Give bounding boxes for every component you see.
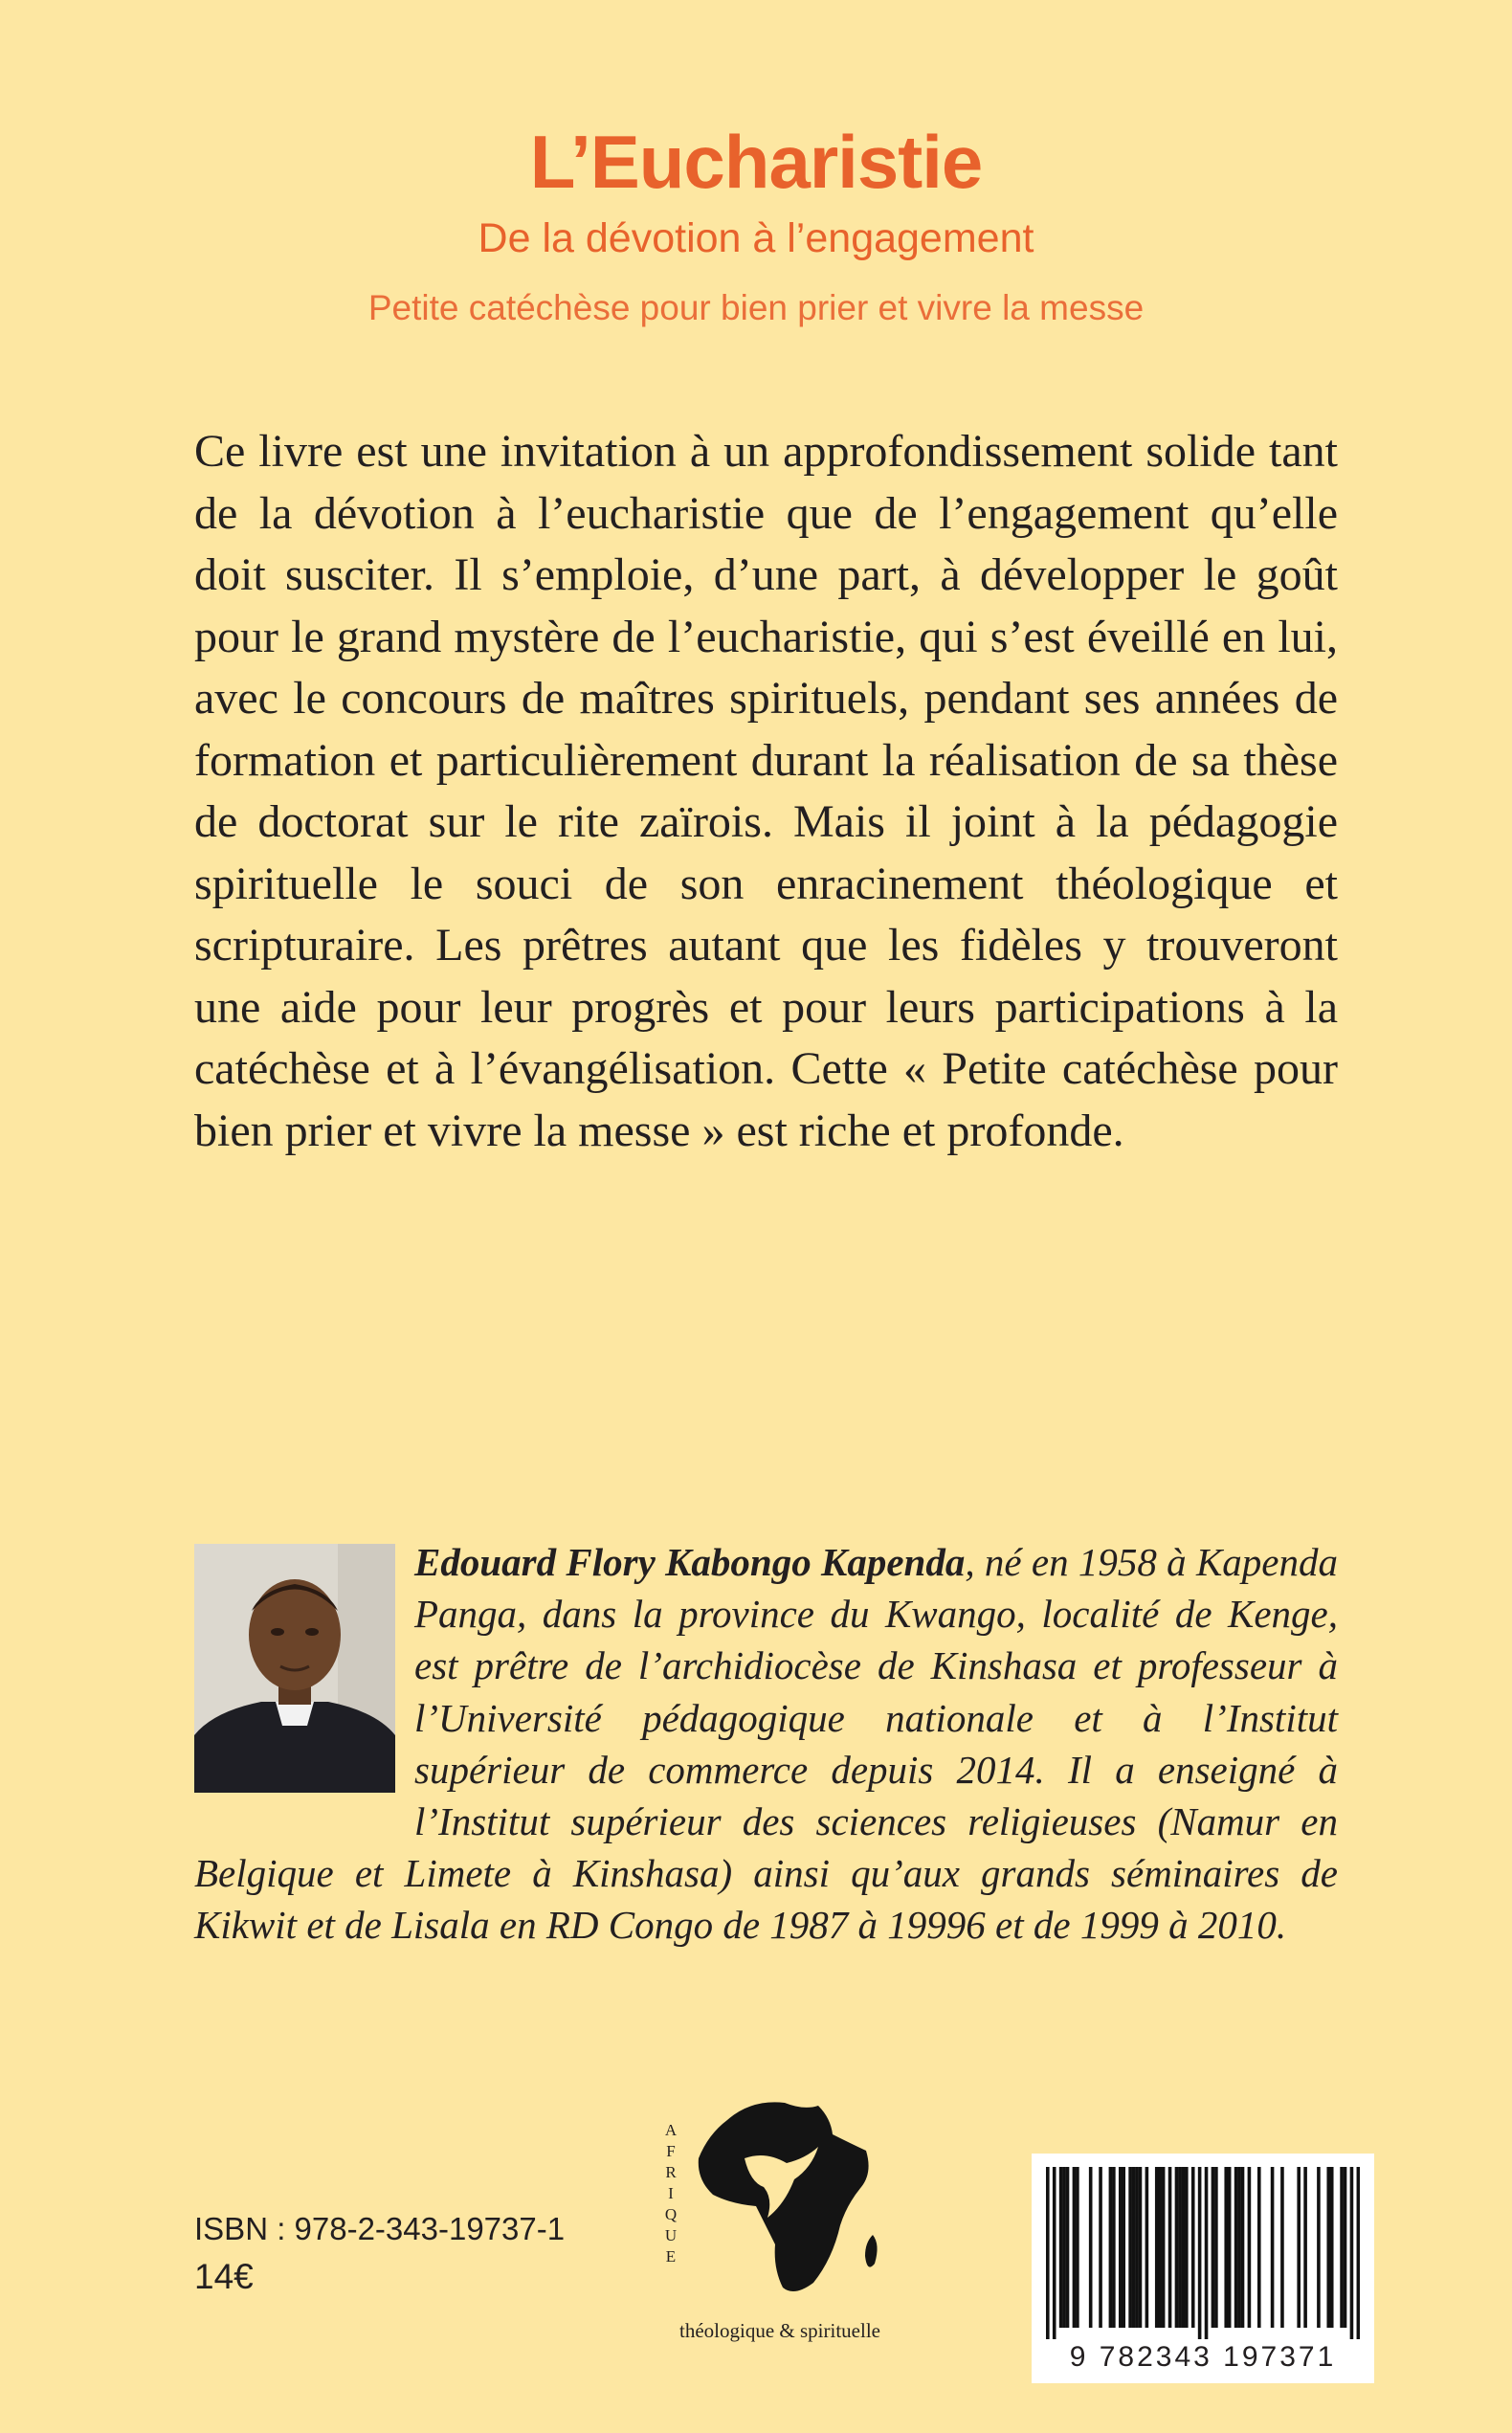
barcode-bar	[1182, 2167, 1186, 2328]
book-tagline: Petite catéchèse pour bien prier et vivre la messe	[367, 288, 1145, 327]
barcode-bar	[1340, 2167, 1344, 2328]
price: 14€	[194, 2257, 254, 2296]
barcode-bar	[1109, 2167, 1113, 2328]
barcode-bar	[1297, 2167, 1301, 2328]
africa-dove-icon	[660, 2091, 900, 2321]
barcode-bar	[1205, 2167, 1209, 2339]
barcode-bar	[1191, 2167, 1195, 2328]
series-letters: A F R I Q U E	[664, 2121, 678, 2266]
barcode-bar	[1248, 2167, 1252, 2328]
barcode-bar	[1175, 2167, 1179, 2328]
title-block	[0, 120, 1512, 327]
barcode-bar	[1099, 2167, 1102, 2328]
barcode-bar	[1145, 2167, 1149, 2328]
barcode-bar	[1158, 2167, 1162, 2328]
barcode-bar	[1228, 2167, 1232, 2328]
barcode-bar	[1119, 2167, 1123, 2328]
barcode-bar	[1059, 2167, 1063, 2328]
barcode-bar	[1139, 2167, 1143, 2328]
barcode-bar	[1237, 2167, 1241, 2328]
barcode-bar	[1224, 2167, 1228, 2328]
barcode-digits: 9 782343 197371	[1069, 2341, 1337, 2373]
barcode-bar	[1062, 2167, 1066, 2328]
barcode-bar	[1155, 2167, 1159, 2328]
barcode-bar	[1280, 2167, 1284, 2328]
barcode-bar	[1128, 2167, 1132, 2328]
barcode-bar	[1046, 2167, 1050, 2339]
barcode-bar	[1344, 2167, 1347, 2328]
barcode-bar	[1076, 2167, 1079, 2328]
isbn: ISBN : 978-2-343-19737-1	[194, 2211, 566, 2246]
author-bio	[194, 1536, 1338, 1952]
publisher-logo	[660, 2091, 900, 2350]
barcode-bar	[1214, 2167, 1218, 2328]
barcode	[1032, 2154, 1374, 2383]
barcode-bar	[1326, 2167, 1330, 2328]
barcode-bar	[1271, 2167, 1275, 2328]
barcode-bar	[1330, 2167, 1334, 2328]
barcode-bar	[1073, 2167, 1077, 2328]
barcode-bar	[1122, 2167, 1125, 2328]
book-subtitle: De la dévotion à l’engagement	[478, 215, 1034, 261]
barcode-bar	[1241, 2167, 1245, 2328]
barcode-bar	[1178, 2167, 1182, 2328]
barcode-bar	[1066, 2167, 1070, 2328]
barcode-bar	[1317, 2167, 1321, 2328]
barcode-bar	[1132, 2167, 1136, 2328]
barcode-bar	[1350, 2167, 1354, 2339]
book-title: L’Eucharistie	[529, 120, 983, 204]
barcode-bar	[1168, 2167, 1172, 2328]
barcode-bar	[1212, 2167, 1215, 2328]
author-name: Edouard Flory Kabongo Kapenda	[414, 1540, 966, 1584]
barcode-bar	[1234, 2167, 1238, 2328]
barcode-bar	[1257, 2167, 1261, 2328]
barcode-bar	[1135, 2167, 1139, 2328]
barcode-bars	[1046, 2167, 1360, 2339]
barcode-bar	[1112, 2167, 1116, 2328]
author-bio-text: , né en 1958 à Kapenda Panga, dans la province du Kwango, localité de Kenge, est prêtre de l’archidiocèse de Kinshasa et professeur à l’Université pédagogique nationale et à l’Institut supérieur de commerce depuis 2014. Il a enseigné à l’Institut supérieur des sciences religieuses (Namur en Belgique et Limete à Kinshasa) ainsi qu’aux grands séminaires de Kikwit et de Lisala en RD Congo de 1987 à 19996 et de 1999 à 2010.	[194, 1540, 1338, 1948]
barcode-bar	[1198, 2167, 1202, 2339]
barcode-bar	[1053, 2167, 1056, 2339]
barcode-bar	[1162, 2167, 1166, 2328]
book-blurb: Ce livre est une invitation à un approfondissement solide tant de la dévotion à l’eucharistie que de l’engagement qu’elle doit susciter. Il s’emploie, d’une part, à développer le goût pour le grand mystère de l’eucharistie, qui s’est éveillé en lui, avec le concours de maîtres spirituels, pendant ses années de formation et particulièrement durant la réalisation de sa thèse de doctorat sur le rite zaïrois. Mais il joint à la pédagogie spirituelle le souci de son enracinement théologique et scripturaire. Les prêtres autant que les fidèles y trouveront une aide pour leur progrès et pour leurs participations à la catéchèse et à l’évangélisation. Cette « Petite catéchèse pour bien prier et vivre la messe » est riche et profonde.	[194, 426, 1338, 1156]
barcode-bar	[1185, 2167, 1189, 2328]
barcode-bar	[1303, 2167, 1307, 2328]
barcode-bar	[1357, 2167, 1360, 2339]
series-caption: théologique & spirituelle	[679, 2319, 880, 2342]
barcode-bar	[1089, 2167, 1093, 2328]
